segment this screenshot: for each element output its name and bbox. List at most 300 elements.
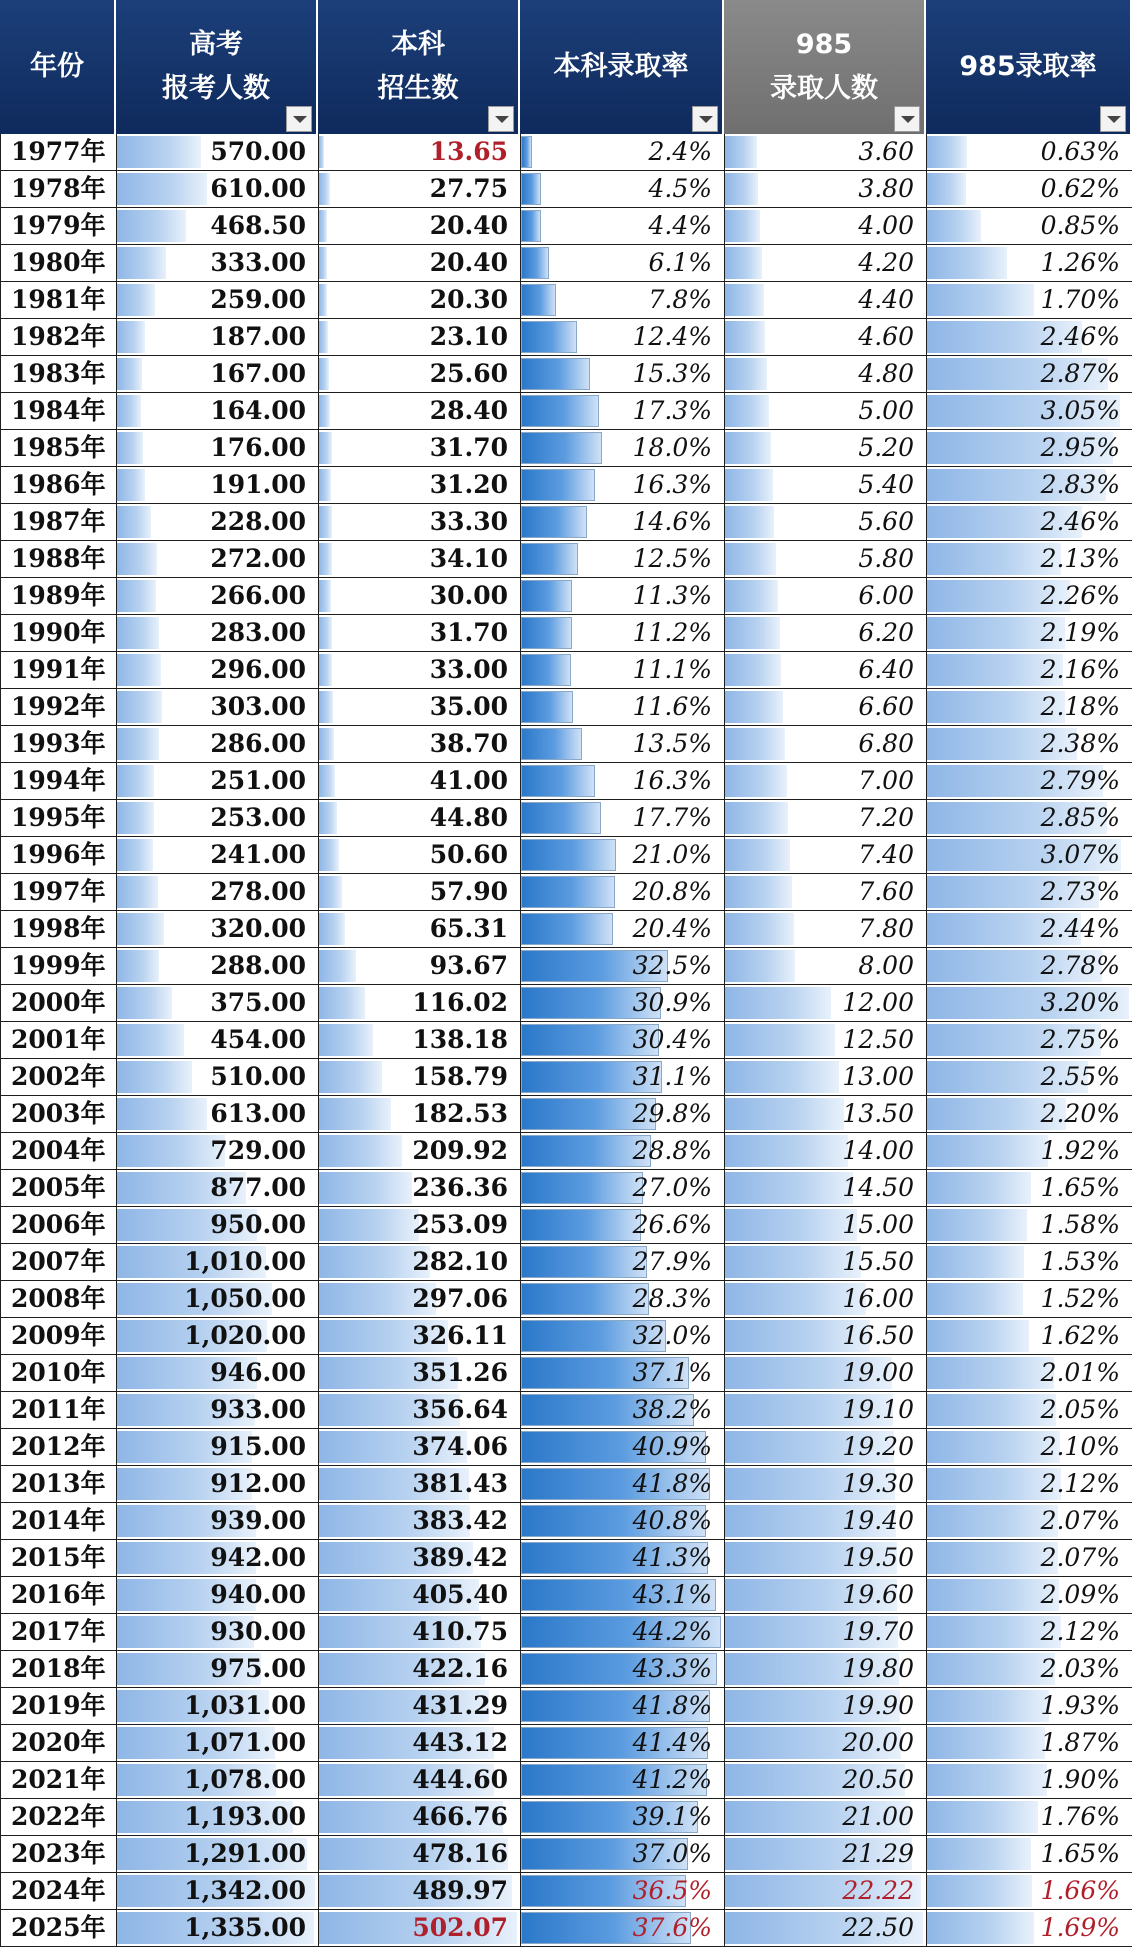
cell-year[interactable] [0,1762,116,1798]
cell-applicants[interactable] [116,356,318,392]
cell-enrollment-985[interactable] [724,1170,926,1206]
cell-enrollment-985[interactable] [724,1910,926,1946]
cell-undergrad-rate[interactable] [520,134,724,170]
filter-dropdown-icon[interactable] [488,106,514,132]
cell-enrollment-985[interactable] [724,504,926,540]
cell-year[interactable] [0,689,116,725]
cell-year[interactable] [0,652,116,688]
cell-enrollment-985[interactable] [724,1133,926,1169]
cell-undergrad-rate[interactable] [520,726,724,762]
cell-undergrad-rate[interactable] [520,208,724,244]
cell-year[interactable] [0,578,116,614]
cell-rate-985[interactable] [926,208,1132,244]
cell-year[interactable] [0,541,116,577]
cell-enrollment-985[interactable] [724,578,926,614]
cell-year[interactable] [0,1429,116,1465]
cell-undergrad-enrollment[interactable] [318,541,520,577]
cell-applicants[interactable] [116,1022,318,1058]
cell-undergrad-rate[interactable] [520,1503,724,1539]
cell-undergrad-rate[interactable] [520,1059,724,1095]
cell-undergrad-enrollment[interactable] [318,1688,520,1724]
cell-enrollment-985[interactable] [724,282,926,318]
cell-enrollment-985[interactable] [724,1540,926,1576]
cell-applicants[interactable] [116,837,318,873]
cell-year[interactable] [0,837,116,873]
cell-applicants[interactable] [116,393,318,429]
cell-applicants[interactable] [116,1392,318,1428]
cell-rate-985[interactable] [926,689,1132,725]
cell-undergrad-enrollment[interactable] [318,1799,520,1835]
cell-applicants[interactable] [116,541,318,577]
cell-year[interactable] [0,1503,116,1539]
cell-rate-985[interactable] [926,134,1132,170]
cell-undergrad-rate[interactable] [520,1762,724,1798]
cell-year[interactable] [0,948,116,984]
cell-applicants[interactable] [116,689,318,725]
cell-rate-985[interactable] [926,1503,1132,1539]
cell-rate-985[interactable] [926,1355,1132,1391]
cell-rate-985[interactable] [926,763,1132,799]
cell-undergrad-rate[interactable] [520,1577,724,1613]
cell-year[interactable] [0,1836,116,1872]
cell-applicants[interactable] [116,1096,318,1132]
cell-enrollment-985[interactable] [724,134,926,170]
cell-undergrad-rate[interactable] [520,504,724,540]
cell-enrollment-985[interactable] [724,1614,926,1650]
cell-rate-985[interactable] [926,1022,1132,1058]
cell-year[interactable] [0,1022,116,1058]
cell-rate-985[interactable] [926,1873,1132,1909]
cell-undergrad-rate[interactable] [520,1910,724,1946]
cell-undergrad-rate[interactable] [520,800,724,836]
cell-rate-985[interactable] [926,652,1132,688]
cell-enrollment-985[interactable] [724,1762,926,1798]
cell-applicants[interactable] [116,763,318,799]
cell-applicants[interactable] [116,1688,318,1724]
cell-applicants[interactable] [116,1244,318,1280]
cell-rate-985[interactable] [926,1244,1132,1280]
cell-undergrad-rate[interactable] [520,1651,724,1687]
cell-year[interactable] [0,171,116,207]
cell-year[interactable] [0,726,116,762]
cell-enrollment-985[interactable] [724,467,926,503]
cell-applicants[interactable] [116,1540,318,1576]
filter-dropdown-icon[interactable] [1100,106,1126,132]
cell-enrollment-985[interactable] [724,615,926,651]
cell-enrollment-985[interactable] [724,171,926,207]
cell-undergrad-enrollment[interactable] [318,393,520,429]
cell-enrollment-985[interactable] [724,541,926,577]
cell-applicants[interactable] [116,208,318,244]
cell-year[interactable] [0,1170,116,1206]
cell-applicants[interactable] [116,1762,318,1798]
cell-applicants[interactable] [116,1836,318,1872]
cell-year[interactable] [0,1873,116,1909]
cell-undergrad-rate[interactable] [520,282,724,318]
cell-undergrad-enrollment[interactable] [318,615,520,651]
cell-enrollment-985[interactable] [724,1096,926,1132]
cell-year[interactable] [0,467,116,503]
cell-rate-985[interactable] [926,1133,1132,1169]
cell-year[interactable] [0,1725,116,1761]
cell-undergrad-rate[interactable] [520,578,724,614]
cell-enrollment-985[interactable] [724,319,926,355]
cell-year[interactable] [0,1688,116,1724]
cell-applicants[interactable] [116,1429,318,1465]
cell-enrollment-985[interactable] [724,393,926,429]
cell-applicants[interactable] [116,1614,318,1650]
cell-undergrad-rate[interactable] [520,1207,724,1243]
cell-undergrad-enrollment[interactable] [318,874,520,910]
cell-undergrad-enrollment[interactable] [318,1540,520,1576]
cell-year[interactable] [0,1207,116,1243]
cell-year[interactable] [0,504,116,540]
cell-year[interactable] [0,1355,116,1391]
cell-undergrad-enrollment[interactable] [318,948,520,984]
cell-rate-985[interactable] [926,1799,1132,1835]
cell-undergrad-enrollment[interactable] [318,763,520,799]
cell-enrollment-985[interactable] [724,1318,926,1354]
cell-rate-985[interactable] [926,393,1132,429]
cell-rate-985[interactable] [926,1281,1132,1317]
cell-year[interactable] [0,356,116,392]
cell-year[interactable] [0,1799,116,1835]
cell-year[interactable] [0,1614,116,1650]
cell-year[interactable] [0,1281,116,1317]
cell-applicants[interactable] [116,134,318,170]
cell-enrollment-985[interactable] [724,1799,926,1835]
cell-undergrad-enrollment[interactable] [318,430,520,466]
cell-year[interactable] [0,1910,116,1946]
cell-year[interactable] [0,615,116,651]
cell-undergrad-enrollment[interactable] [318,1651,520,1687]
cell-rate-985[interactable] [926,985,1132,1021]
cell-rate-985[interactable] [926,726,1132,762]
cell-undergrad-rate[interactable] [520,1614,724,1650]
cell-undergrad-rate[interactable] [520,837,724,873]
cell-undergrad-enrollment[interactable] [318,467,520,503]
cell-undergrad-rate[interactable] [520,393,724,429]
cell-applicants[interactable] [116,1207,318,1243]
cell-rate-985[interactable] [926,578,1132,614]
cell-year[interactable] [0,282,116,318]
cell-year[interactable] [0,1096,116,1132]
cell-year[interactable] [0,1244,116,1280]
cell-enrollment-985[interactable] [724,948,926,984]
cell-applicants[interactable] [116,652,318,688]
cell-undergrad-enrollment[interactable] [318,911,520,947]
cell-rate-985[interactable] [926,1429,1132,1465]
cell-rate-985[interactable] [926,948,1132,984]
cell-applicants[interactable] [116,615,318,651]
cell-applicants[interactable] [116,1355,318,1391]
cell-enrollment-985[interactable] [724,1688,926,1724]
cell-undergrad-rate[interactable] [520,1873,724,1909]
cell-rate-985[interactable] [926,1466,1132,1502]
cell-year[interactable] [0,763,116,799]
cell-year[interactable] [0,1318,116,1354]
cell-undergrad-enrollment[interactable] [318,1429,520,1465]
cell-applicants[interactable] [116,467,318,503]
cell-undergrad-rate[interactable] [520,245,724,281]
cell-rate-985[interactable] [926,1059,1132,1095]
cell-rate-985[interactable] [926,541,1132,577]
cell-undergrad-rate[interactable] [520,1281,724,1317]
cell-enrollment-985[interactable] [724,1392,926,1428]
cell-applicants[interactable] [116,1059,318,1095]
cell-undergrad-enrollment[interactable] [318,1133,520,1169]
cell-enrollment-985[interactable] [724,1429,926,1465]
cell-undergrad-rate[interactable] [520,1318,724,1354]
cell-undergrad-rate[interactable] [520,1725,724,1761]
cell-undergrad-enrollment[interactable] [318,1281,520,1317]
cell-year[interactable] [0,1133,116,1169]
cell-applicants[interactable] [116,430,318,466]
cell-enrollment-985[interactable] [724,1503,926,1539]
cell-enrollment-985[interactable] [724,1207,926,1243]
cell-year[interactable] [0,319,116,355]
cell-applicants[interactable] [116,1281,318,1317]
cell-year[interactable] [0,430,116,466]
cell-enrollment-985[interactable] [724,245,926,281]
cell-undergrad-rate[interactable] [520,615,724,651]
cell-rate-985[interactable] [926,1725,1132,1761]
cell-undergrad-enrollment[interactable] [318,1170,520,1206]
cell-undergrad-rate[interactable] [520,985,724,1021]
cell-undergrad-enrollment[interactable] [318,134,520,170]
cell-year[interactable] [0,1466,116,1502]
cell-year[interactable] [0,208,116,244]
cell-undergrad-rate[interactable] [520,1355,724,1391]
cell-enrollment-985[interactable] [724,652,926,688]
cell-undergrad-rate[interactable] [520,356,724,392]
cell-enrollment-985[interactable] [724,911,926,947]
cell-undergrad-enrollment[interactable] [318,1207,520,1243]
cell-applicants[interactable] [116,1170,318,1206]
cell-undergrad-enrollment[interactable] [318,1244,520,1280]
cell-applicants[interactable] [116,1873,318,1909]
cell-rate-985[interactable] [926,1836,1132,1872]
cell-applicants[interactable] [116,245,318,281]
cell-rate-985[interactable] [926,282,1132,318]
cell-undergrad-rate[interactable] [520,1429,724,1465]
cell-enrollment-985[interactable] [724,430,926,466]
cell-undergrad-enrollment[interactable] [318,578,520,614]
cell-undergrad-enrollment[interactable] [318,985,520,1021]
cell-undergrad-enrollment[interactable] [318,1873,520,1909]
cell-enrollment-985[interactable] [724,726,926,762]
cell-undergrad-rate[interactable] [520,689,724,725]
cell-rate-985[interactable] [926,171,1132,207]
cell-enrollment-985[interactable] [724,689,926,725]
cell-applicants[interactable] [116,1133,318,1169]
cell-year[interactable] [0,1651,116,1687]
cell-applicants[interactable] [116,1799,318,1835]
cell-undergrad-enrollment[interactable] [318,652,520,688]
cell-undergrad-enrollment[interactable] [318,319,520,355]
cell-applicants[interactable] [116,1725,318,1761]
cell-applicants[interactable] [116,1577,318,1613]
cell-enrollment-985[interactable] [724,985,926,1021]
cell-year[interactable] [0,134,116,170]
filter-dropdown-icon[interactable] [894,106,920,132]
cell-undergrad-enrollment[interactable] [318,356,520,392]
cell-undergrad-enrollment[interactable] [318,1836,520,1872]
cell-rate-985[interactable] [926,430,1132,466]
cell-enrollment-985[interactable] [724,356,926,392]
cell-applicants[interactable] [116,985,318,1021]
cell-year[interactable] [0,874,116,910]
cell-year[interactable] [0,800,116,836]
cell-applicants[interactable] [116,726,318,762]
cell-undergrad-enrollment[interactable] [318,208,520,244]
cell-applicants[interactable] [116,1910,318,1946]
cell-enrollment-985[interactable] [724,1281,926,1317]
cell-undergrad-enrollment[interactable] [318,1762,520,1798]
cell-rate-985[interactable] [926,1688,1132,1724]
cell-rate-985[interactable] [926,1318,1132,1354]
cell-enrollment-985[interactable] [724,800,926,836]
cell-rate-985[interactable] [926,837,1132,873]
cell-rate-985[interactable] [926,504,1132,540]
cell-undergrad-rate[interactable] [520,1799,724,1835]
cell-undergrad-rate[interactable] [520,171,724,207]
cell-undergrad-enrollment[interactable] [318,1725,520,1761]
cell-applicants[interactable] [116,1503,318,1539]
cell-enrollment-985[interactable] [724,1577,926,1613]
cell-enrollment-985[interactable] [724,1059,926,1095]
cell-undergrad-enrollment[interactable] [318,1318,520,1354]
cell-applicants[interactable] [116,1651,318,1687]
cell-year[interactable] [0,1059,116,1095]
cell-undergrad-enrollment[interactable] [318,800,520,836]
data-bar [319,580,331,612]
cell-rate-985[interactable] [926,1651,1132,1687]
cell-undergrad-rate[interactable] [520,1836,724,1872]
cell-rate-985[interactable] [926,874,1132,910]
cell-undergrad-rate[interactable] [520,1244,724,1280]
cell-undergrad-rate[interactable] [520,1688,724,1724]
cell-year[interactable] [0,245,116,281]
cell-enrollment-985[interactable] [724,874,926,910]
cell-undergrad-rate[interactable] [520,1096,724,1132]
cell-undergrad-rate[interactable] [520,319,724,355]
cell-undergrad-rate[interactable] [520,1022,724,1058]
cell-undergrad-rate[interactable] [520,652,724,688]
cell-undergrad-enrollment[interactable] [318,1096,520,1132]
cell-rate-985[interactable] [926,319,1132,355]
cell-undergrad-rate[interactable] [520,541,724,577]
cell-rate-985[interactable] [926,1096,1132,1132]
cell-rate-985[interactable] [926,356,1132,392]
cell-rate-985[interactable] [926,1614,1132,1650]
cell-applicants[interactable] [116,578,318,614]
cell-undergrad-enrollment[interactable] [318,726,520,762]
cell-enrollment-985[interactable] [724,1466,926,1502]
cell-enrollment-985[interactable] [724,1355,926,1391]
cell-undergrad-rate[interactable] [520,763,724,799]
cell-undergrad-enrollment[interactable] [318,689,520,725]
cell-rate-985[interactable] [926,245,1132,281]
cell-rate-985[interactable] [926,1762,1132,1798]
cell-applicants[interactable] [116,1318,318,1354]
filter-dropdown-icon[interactable] [286,106,312,132]
cell-rate-985[interactable] [926,911,1132,947]
cell-undergrad-rate[interactable] [520,1466,724,1502]
cell-undergrad-rate[interactable] [520,911,724,947]
filter-dropdown-icon[interactable] [692,106,718,132]
cell-applicants[interactable] [116,504,318,540]
cell-year[interactable] [0,911,116,947]
cell-applicants[interactable] [116,171,318,207]
cell-rate-985[interactable] [926,1170,1132,1206]
cell-undergrad-enrollment[interactable] [318,171,520,207]
cell-enrollment-985[interactable] [724,763,926,799]
cell-applicants[interactable] [116,911,318,947]
cell-undergrad-rate[interactable] [520,1170,724,1206]
cell-rate-985[interactable] [926,615,1132,651]
cell-undergrad-enrollment[interactable] [318,504,520,540]
cell-enrollment-985[interactable] [724,1836,926,1872]
cell-enrollment-985[interactable] [724,1873,926,1909]
cell-undergrad-rate[interactable] [520,1392,724,1428]
cell-rate-985[interactable] [926,1577,1132,1613]
cell-undergrad-enrollment[interactable] [318,1466,520,1502]
cell-year[interactable] [0,985,116,1021]
cell-enrollment-985[interactable] [724,837,926,873]
cell-year[interactable] [0,393,116,429]
cell-enrollment-985[interactable] [724,1022,926,1058]
cell-rate-985[interactable] [926,467,1132,503]
cell-applicants[interactable] [116,800,318,836]
cell-undergrad-enrollment[interactable] [318,837,520,873]
cell-undergrad-enrollment[interactable] [318,245,520,281]
cell-undergrad-enrollment[interactable] [318,1577,520,1613]
cell-undergrad-rate[interactable] [520,430,724,466]
cell-undergrad-rate[interactable] [520,874,724,910]
cell-undergrad-rate[interactable] [520,1133,724,1169]
cell-year[interactable] [0,1577,116,1613]
cell-applicants[interactable] [116,319,318,355]
cell-undergrad-enrollment[interactable] [318,1355,520,1391]
cell-undergrad-enrollment[interactable] [318,1910,520,1946]
cell-year[interactable] [0,1392,116,1428]
cell-rate-985[interactable] [926,800,1132,836]
cell-enrollment-985[interactable] [724,1244,926,1280]
cell-undergrad-enrollment[interactable] [318,1392,520,1428]
cell-undergrad-rate[interactable] [520,948,724,984]
cell-enrollment-985[interactable] [724,1651,926,1687]
cell-rate-985[interactable] [926,1540,1132,1576]
cell-undergrad-enrollment[interactable] [318,1059,520,1095]
cell-enrollment-985[interactable] [724,1725,926,1761]
cell-undergrad-enrollment[interactable] [318,1022,520,1058]
cell-rate-985[interactable] [926,1910,1132,1946]
cell-undergrad-rate[interactable] [520,467,724,503]
cell-year[interactable] [0,1540,116,1576]
cell-applicants[interactable] [116,948,318,984]
cell-rate-985[interactable] [926,1207,1132,1243]
cell-rate-985[interactable] [926,1392,1132,1428]
cell-undergrad-enrollment[interactable] [318,282,520,318]
cell-enrollment-985[interactable] [724,208,926,244]
cell-undergrad-enrollment[interactable] [318,1614,520,1650]
cell-applicants[interactable] [116,874,318,910]
cell-applicants[interactable] [116,1466,318,1502]
cell-undergrad-rate[interactable] [520,1540,724,1576]
cell-applicants[interactable] [116,282,318,318]
cell-undergrad-enrollment[interactable] [318,1503,520,1539]
